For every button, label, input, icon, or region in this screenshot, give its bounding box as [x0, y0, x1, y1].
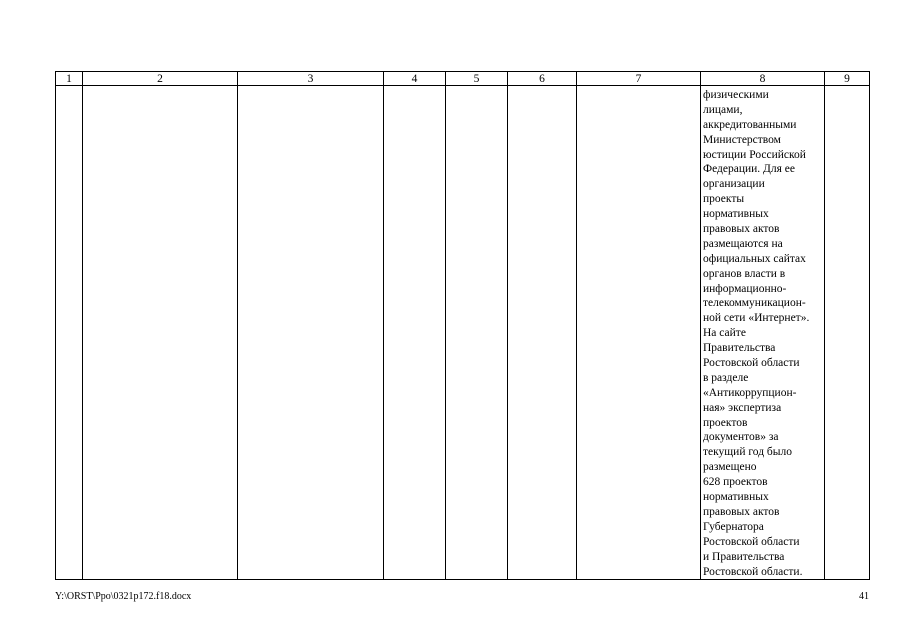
document-table: [55, 71, 870, 580]
text-line: Ростовской области.: [703, 565, 803, 578]
text-line: и Правительства: [703, 550, 785, 563]
text-line: телекоммуникацион-: [703, 297, 806, 310]
column-header-5: 5: [446, 72, 508, 86]
text-line: ная» экспертиза: [703, 401, 782, 414]
column-header-6: 6: [508, 72, 577, 86]
column-header-2: 2: [83, 72, 238, 86]
text-line: аккредитованными: [703, 118, 797, 131]
cell-text-column-8: [701, 86, 824, 579]
table-row: [56, 86, 870, 580]
text-line: Губернатора: [703, 520, 764, 533]
column-header-3: 3: [238, 72, 384, 86]
text-line: нормативных: [703, 208, 769, 221]
text-line: документов» за: [703, 431, 779, 444]
table-cell-col9: [825, 86, 870, 580]
text-line: информационно-: [703, 282, 787, 295]
text-line: физическими: [703, 89, 769, 101]
column-header-8: 8: [701, 72, 825, 86]
table-cell-col3: [238, 86, 384, 580]
column-header-1: 1: [56, 72, 83, 86]
text-line: 628 проектов: [703, 476, 768, 489]
text-line: ной сети «Интернет».: [703, 312, 810, 325]
table-cell-col6: [508, 86, 577, 580]
text-line: размещаются на: [703, 237, 783, 250]
text-line: размещено: [703, 461, 757, 474]
text-line: Федерации. Для ее: [703, 163, 796, 176]
table-cell-col8: [701, 86, 825, 580]
text-line: в разделе: [703, 371, 749, 384]
table-cell-col5: [446, 86, 508, 580]
text-line: На сайте: [703, 327, 746, 340]
footer-page-number: 41: [859, 591, 869, 602]
text-line: лицами,: [703, 103, 743, 116]
table-header-row: [56, 72, 870, 86]
table-cell-col7: [577, 86, 701, 580]
text-line: «Антикоррупцион-: [703, 386, 797, 399]
column-header-9: 9: [825, 72, 870, 86]
column-header-7: 7: [577, 72, 701, 86]
text-line: официальных сайтах: [703, 252, 806, 265]
text-line: проектов: [703, 416, 748, 429]
text-line: юстиции Российской: [703, 148, 806, 161]
text-line: правовых актов: [703, 505, 780, 518]
text-line: Министерством: [703, 133, 781, 146]
text-line: организации: [703, 178, 765, 191]
text-line: органов власти в: [703, 267, 786, 280]
text-line: нормативных: [703, 491, 769, 504]
text-line: текущий год было: [703, 446, 792, 459]
text-line: Правительства: [703, 342, 776, 355]
footer-file-path: Y:\ORST\Ppo\0321p172.f18.docx: [55, 591, 192, 602]
table-cell-col1: [56, 86, 83, 580]
table-cell-col4: [384, 86, 446, 580]
text-line: правовых актов: [703, 223, 780, 236]
text-line: Ростовской области: [703, 535, 800, 548]
text-line: Ростовской области: [703, 357, 800, 370]
table-cell-col2: [83, 86, 238, 580]
column-header-4: 4: [384, 72, 446, 86]
text-line: проекты: [703, 193, 745, 206]
